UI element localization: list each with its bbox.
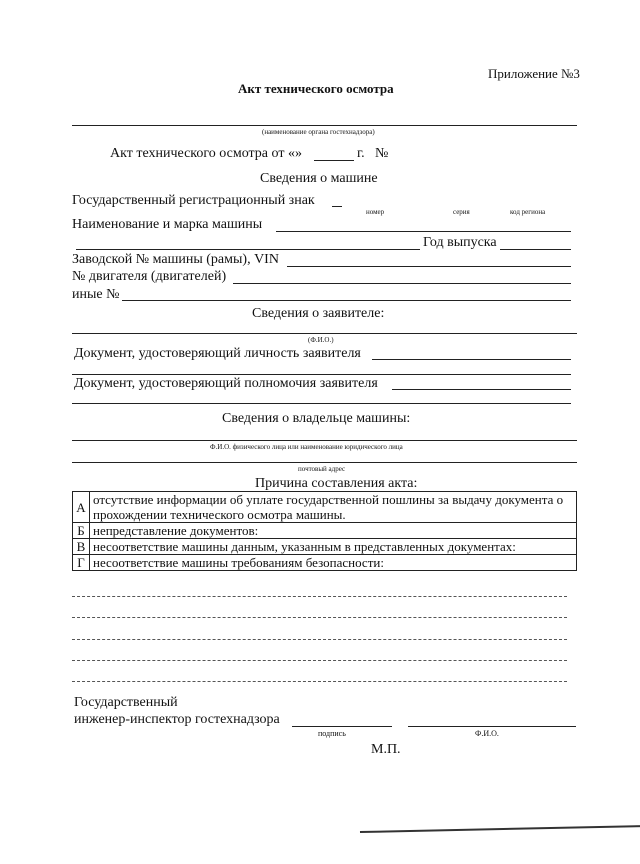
- organ-caption: (наименование органа гостехнадзора): [262, 128, 375, 136]
- applicant-fio-field[interactable]: [72, 333, 577, 334]
- act-number-sign: №: [375, 146, 389, 161]
- reason-text: отсутствие информации об уплате государственной пошлины за выдачу документа о прохождении технического осмотра машины.: [90, 492, 577, 523]
- signature-field[interactable]: [292, 726, 392, 727]
- reason-row-v[interactable]: [73, 539, 577, 555]
- owner-address-field[interactable]: [72, 462, 577, 463]
- reason-key: Г: [73, 555, 90, 571]
- notes-line[interactable]: [72, 596, 567, 597]
- reason-key: А: [73, 492, 90, 523]
- authority-document-label: Документ, удостоверяющий полномочия заявителя: [74, 376, 378, 391]
- authority-document-field-cont[interactable]: [72, 403, 571, 404]
- notes-line[interactable]: [72, 617, 567, 618]
- applicant-fio-caption: (Ф.И.О.): [308, 336, 334, 344]
- reason-key: Б: [73, 523, 90, 539]
- act-date-prefix: Акт технического осмотра от «»: [110, 146, 302, 161]
- reason-heading: Причина составления акта:: [255, 476, 418, 491]
- reg-caption-series: серия: [453, 208, 470, 216]
- reg-sign-field[interactable]: [332, 206, 342, 207]
- id-document-label: Документ, удостоверяющий личность заявителя: [74, 346, 361, 361]
- owner-section-heading: Сведения о владельце машины:: [222, 411, 411, 426]
- appendix-number: Приложение №3: [488, 66, 580, 81]
- id-document-field-cont[interactable]: [72, 374, 571, 375]
- engine-field[interactable]: [233, 283, 571, 284]
- reg-sign-label: Государственный регистрационный знак: [72, 193, 315, 208]
- reason-key: В: [73, 539, 90, 555]
- authority-document-field[interactable]: [392, 389, 571, 390]
- reg-caption-number: номер: [366, 208, 385, 216]
- notes-line[interactable]: [72, 660, 567, 661]
- stamp-place: М.П.: [371, 742, 401, 757]
- inspector-fio-caption: Ф.И.О.: [475, 729, 499, 738]
- reason-text: непредставление документов:: [90, 523, 577, 539]
- year-label: Год выпуска: [423, 235, 497, 250]
- vin-field[interactable]: [287, 266, 571, 267]
- reason-text: несоответствие машины требованиям безопасности:: [90, 555, 577, 571]
- act-date-field[interactable]: [314, 160, 354, 161]
- machine-name-label: Наименование и марка машины: [72, 217, 263, 232]
- reg-caption-region: код региона: [510, 208, 546, 216]
- machine-name-field[interactable]: [276, 231, 571, 232]
- owner-name-field[interactable]: [72, 440, 577, 441]
- inspector-title-line2: инженер-инспектор гостехнадзора: [74, 712, 280, 727]
- reason-text: несоответствие машины данным, указанным в представленных документах:: [90, 539, 577, 555]
- machine-section-heading: Сведения о машине: [260, 171, 378, 186]
- vin-label: Заводской № машины (рамы), VIN: [72, 252, 279, 267]
- notes-line[interactable]: [72, 681, 567, 682]
- machine-name-field-cont[interactable]: [76, 249, 420, 250]
- engine-label: № двигателя (двигателей): [72, 269, 227, 284]
- inspector-fio-field[interactable]: [408, 726, 576, 727]
- year-field[interactable]: [500, 249, 571, 250]
- document-title: Акт технического осмотра: [238, 81, 394, 96]
- reason-row-b[interactable]: [73, 523, 577, 539]
- other-numbers-label: иные №: [72, 287, 120, 302]
- notes-line[interactable]: [72, 639, 567, 640]
- signature-caption: подпись: [318, 729, 346, 738]
- id-document-field[interactable]: [372, 359, 571, 360]
- applicant-section-heading: Сведения о заявителе:: [252, 306, 385, 321]
- act-year-suffix: г.: [357, 146, 365, 161]
- organ-name-field[interactable]: [72, 125, 577, 126]
- owner-name-caption: Ф.И.О. физического лица или наименование юридического лица: [210, 443, 403, 451]
- inspector-title-line1: Государственный: [74, 695, 178, 710]
- reasons-table: [72, 491, 577, 571]
- other-numbers-field[interactable]: [122, 300, 571, 301]
- reason-row-a[interactable]: [73, 492, 577, 523]
- reason-row-g[interactable]: [73, 555, 577, 571]
- owner-address-caption: почтовый адрес: [298, 465, 346, 473]
- scan-edge-artifact: [360, 825, 640, 837]
